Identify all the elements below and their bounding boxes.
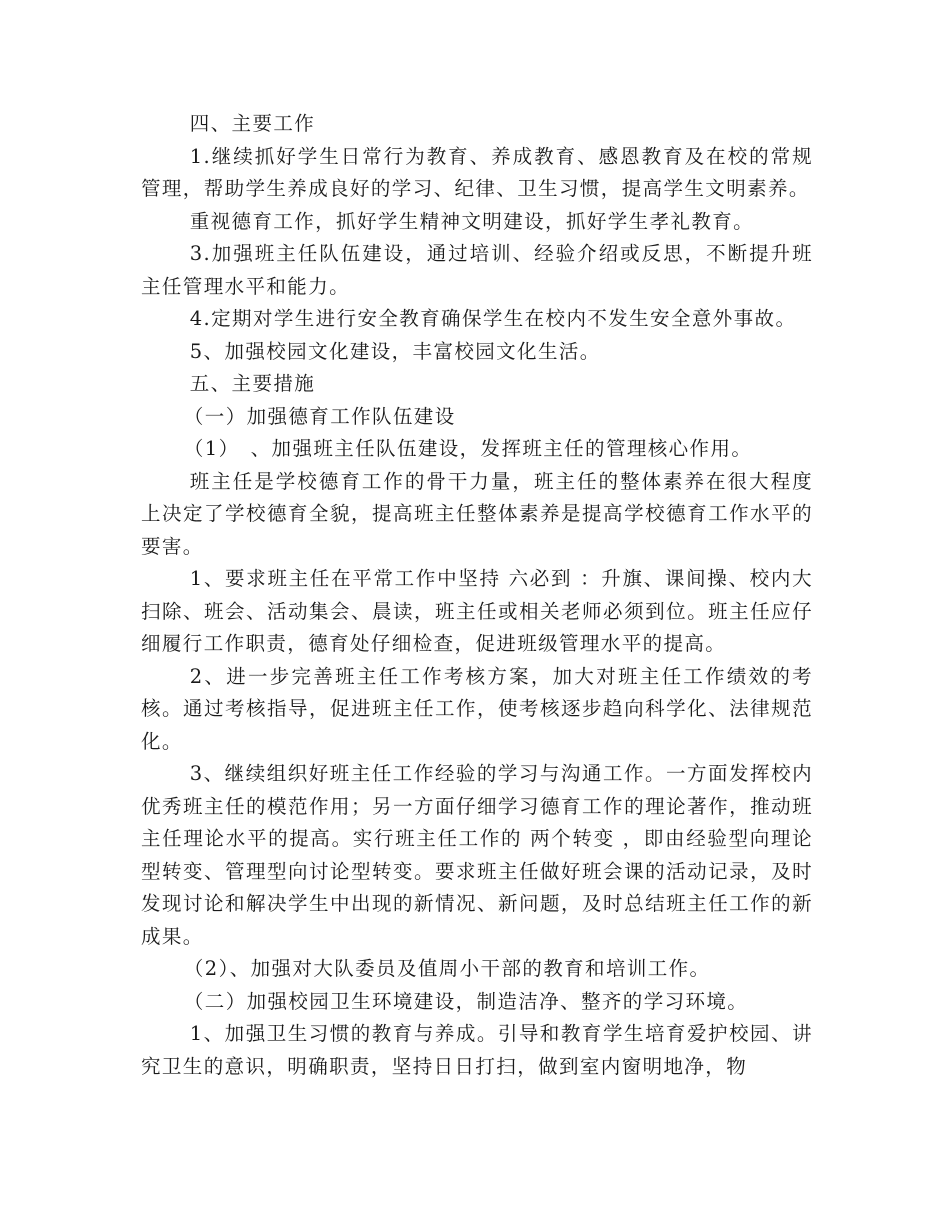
paragraph: 重视德育工作，抓好学生精神文明建设，抓好学生孝礼教育。	[189, 209, 755, 233]
paragraph: 1.继续抓好学生日常行为教育、养成教育、感恩教育及在校的常规管理，帮助学生养成良好的学习、纪律、卫生习惯，提高学生文明素养。	[141, 144, 813, 200]
paragraph: 1、加强卫生习惯的教育与养成。引导和教育学生培育爱护校园、讲究卫生的意识，明确职责，坚持日日打扫，做到室内窗明地净，物	[141, 1022, 813, 1078]
paragraph: 2、进一步完善班主任工作考核方案，加大对班主任工作绩效的考核。通过考核指导，促进班主任工作，使考核逐步趋向科学化、法律规范化。	[141, 664, 813, 753]
document-body	[141, 108, 813, 1083]
subsection-heading: （二）加强校园卫生环境建设，制造洁净、整齐的学习环境。	[183, 989, 749, 1013]
paragraph: 3、继续组织好班主任工作经验的学习与沟通工作。一方面发挥校内优秀班主任的模范作用；另一方面仔细学习德育工作的理论著作，推动班主任理论水平的提高。实行班主任工作的 两个转变 ，即由经验型向理论型转变、管理型向讨论型转变。要求班主任做好班会课的活动记录，及时发现讨论和解决学生中出现的新情况、新问题，及时总结班主任工作的新成果。	[141, 762, 813, 948]
subsection-heading: （1） 、加强班主任队伍建设，发挥班主任的管理核心作用。	[183, 437, 753, 460]
paragraph: 班主任是学校德育工作的骨干力量，班主任的整体素养在很大程度上决定了学校德育全貌，提高班主任整体素养是提高学校德育工作水平的要害。	[141, 469, 813, 558]
section-heading-main-work: 四、主要工作	[189, 112, 316, 135]
paragraph: 3.加强班主任队伍建设，通过培训、经验介绍或反思，不断提升班主任管理水平和能力。	[141, 242, 813, 298]
paragraph: 5、加强校园文化建设，丰富校园文化生活。	[189, 339, 601, 363]
paragraph: 1、要求班主任在平常工作中坚持 六必到 ：升旗、课间操、校内大扫除、班会、活动集会、晨读，班主任或相关老师必须到位。班主任应仔细履行工作职责，德育处仔细检查，促进班级管理水平的提高。	[141, 567, 813, 655]
section-heading-main-measures: 五、主要措施	[189, 372, 316, 395]
subsection-heading: （2）、加强对大队委员及值周小干部的教育和培训工作。	[183, 957, 711, 980]
paragraph: 4.定期对学生进行安全教育确保学生在校内不发生安全意外事故。	[189, 307, 797, 330]
subsection-heading: （一）加强德育工作队伍建设	[183, 404, 456, 428]
